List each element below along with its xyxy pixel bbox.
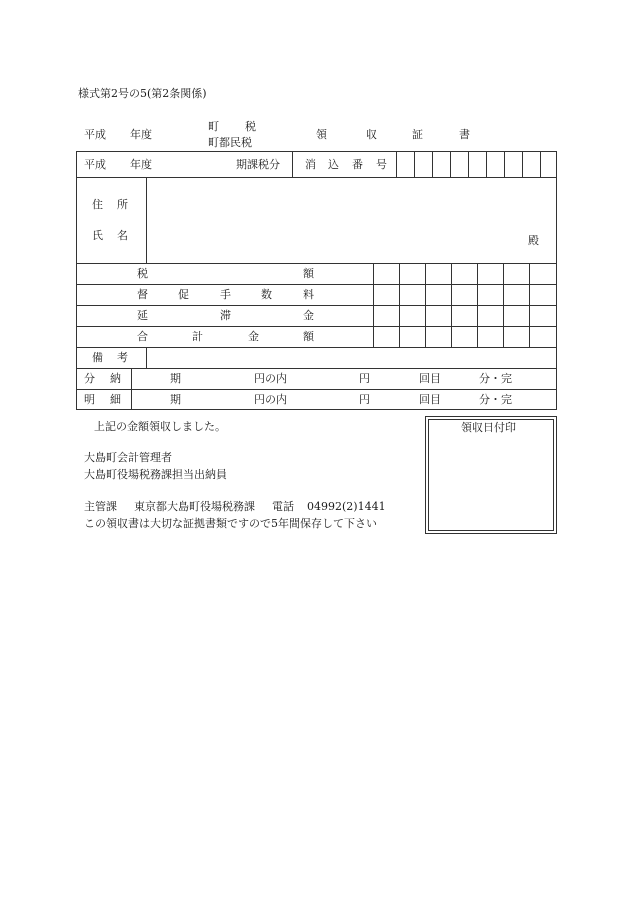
table-rule [76,368,557,369]
official-cashier: 大島町役場税務課担当出納員 [84,468,227,481]
amount-label-char: 手 [220,288,231,301]
contact-tel-label: 電話 [272,500,294,513]
table-rule [504,151,505,177]
installment-count: 回目 [419,372,441,385]
address-label-char: 所 [117,198,128,211]
installment-period: 期 [170,393,181,406]
amount-label-char: 額 [303,267,314,280]
row1-heisei: 平成 [84,158,106,171]
header-tax-zei: 税 [245,120,256,133]
amount-label-char: 合 [137,330,148,343]
amount-label-char: 促 [178,288,189,301]
received-statement: 上記の金額領収しました。 [94,420,226,433]
table-rule [292,151,293,177]
address-label-char: 住 [92,198,103,211]
table-rule [486,151,487,177]
row1-nendo: 年度 [130,158,152,171]
title-char: 領 [316,128,327,141]
header-tax-citizen: 町都民税 [208,136,252,149]
row1-period-tax: 期課税分 [236,158,280,171]
table-rule [76,326,557,327]
table-rule [76,389,557,390]
table-rule [76,263,557,264]
table-rule [529,263,530,347]
contact-tel: 04992(2)1441 [307,500,386,513]
contact-label: 主管課 [84,500,117,513]
title-char: 収 [366,128,377,141]
table-rule [522,151,523,177]
table-rule [396,151,397,177]
table-rule [425,263,426,347]
table-rule [468,151,469,177]
remarks-label-char: 考 [117,351,128,364]
installment-period: 期 [170,372,181,385]
title-char: 書 [459,128,470,141]
installment-label-char: 分 [84,372,95,385]
installment-yen: 円 [359,393,370,406]
official-accountant: 大島町会計管理者 [84,451,172,464]
keshikomi-char: 号 [376,158,387,171]
amount-label-char: 金 [303,309,314,322]
keshikomi-char: 込 [328,158,339,171]
installment-count: 回目 [419,393,441,406]
table-rule [146,347,147,368]
installment-partial-complete: 分・完 [479,393,512,406]
table-rule [76,347,557,348]
table-rule [503,263,504,347]
header-heisei: 平成 [84,128,106,141]
retention-note: この領収書は大切な証拠書類ですので5年間保存して下さい [84,517,377,530]
table-rule [76,284,557,285]
keshikomi-char: 消 [305,158,316,171]
header-tax-town: 町 [208,120,219,133]
amount-label-char: 額 [303,330,314,343]
installment-partial-complete: 分・完 [479,372,512,385]
name-label-char: 名 [117,229,128,242]
table-rule [414,151,415,177]
title-char: 証 [412,128,423,141]
contact-line [84,501,386,512]
contact-department: 東京都大島町役場税務課 [134,500,255,513]
table-rule [76,177,557,178]
installment-label-char: 明 [84,393,95,406]
table-rule [450,151,451,177]
table-rule [76,305,557,306]
table-rule [399,263,400,347]
amount-label-char: 税 [137,267,148,280]
table-rule [540,151,541,177]
installment-of-yen: 円の内 [254,393,287,406]
table-rule [432,151,433,177]
amount-label-char: 金 [248,330,259,343]
header-nendo: 年度 [130,128,152,141]
remarks-label-char: 備 [92,351,103,364]
table-rule [451,263,452,347]
name-label-char: 氏 [92,229,103,242]
table-rule [477,263,478,347]
installment-yen: 円 [359,372,370,385]
amount-label-char: 計 [192,330,203,343]
amount-label-char: 料 [303,288,314,301]
amount-label-char: 数 [261,288,272,301]
keshikomi-char: 番 [352,158,363,171]
installment-of-yen: 円の内 [254,372,287,385]
installment-label-char: 細 [110,393,121,406]
form-number: 様式第2号の5(第2条関係) [78,87,207,100]
date-stamp-inner [428,419,554,531]
table-rule [373,263,374,347]
amount-label-char: 督 [137,288,148,301]
amount-label-char: 滞 [220,309,231,322]
honorific-dono: 殿 [528,234,539,247]
amount-label-char: 延 [137,309,148,322]
date-stamp-label: 領収日付印 [461,421,516,434]
installment-label-char: 納 [110,372,121,385]
table-rule [146,177,147,263]
table-rule [131,368,132,410]
